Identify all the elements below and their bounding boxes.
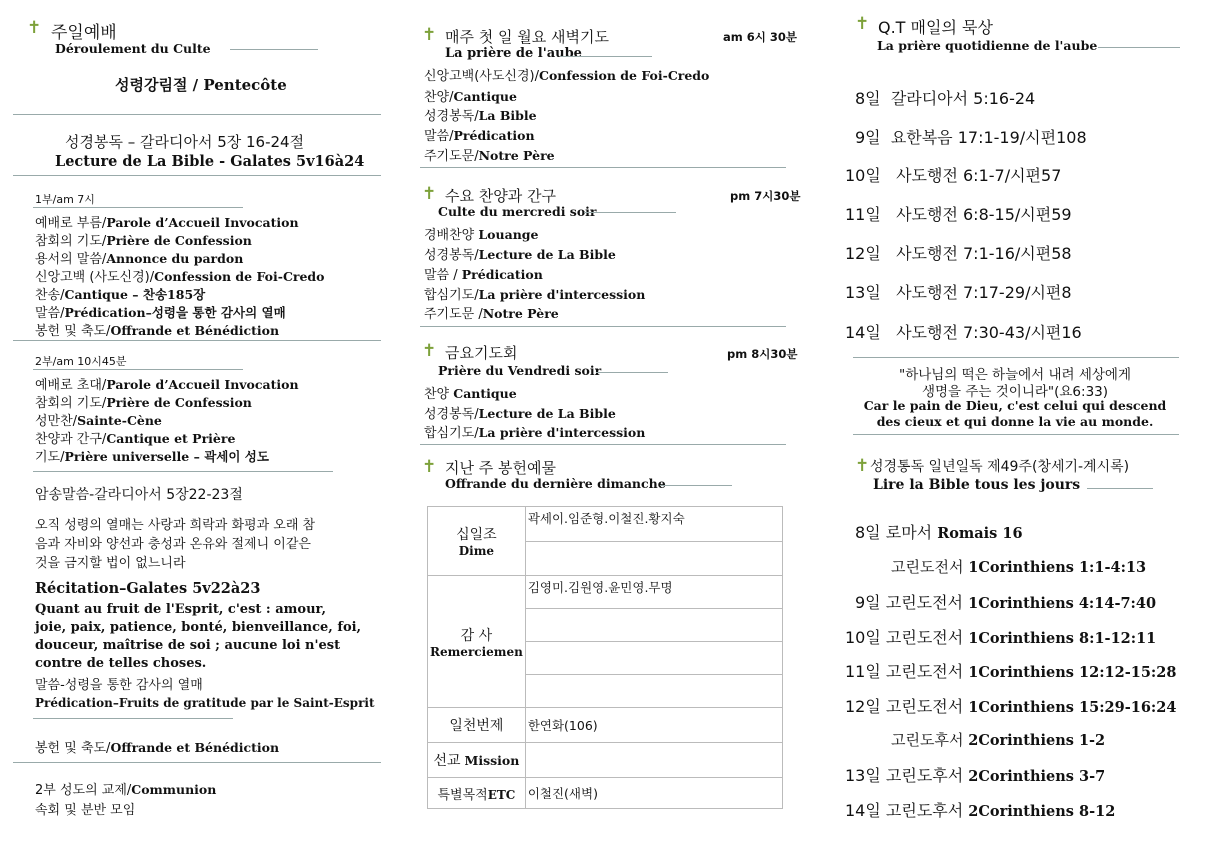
recitation-line: Quant au fruit de l'Esprit, c'est : amour, — [35, 602, 326, 617]
list-item: 9일 고린도전서 1Corinthiens 4:14-7:40 — [855, 593, 1157, 612]
list-item: 14일 사도행전 7:30-43/시편16 — [845, 323, 1082, 342]
onethousand-label: 일천번제 — [428, 708, 526, 743]
list-item: 합심기도/La prière d'intercession — [424, 287, 646, 303]
dawn-title: 매주 첫 일 월요 새벽기도 — [445, 28, 609, 46]
list-item: 11일 사도행전 6:8-15/시편59 — [845, 205, 1072, 224]
friday-title: 금요기도회 — [445, 344, 518, 362]
feast-name: 성령강림절 / Pentecôte — [115, 76, 287, 94]
table-row — [428, 576, 783, 609]
tithe-names: 곽세이.임준형.이철진.황지숙 — [525, 507, 782, 542]
table-row — [428, 778, 783, 809]
verse-ko-line: 생명을 주는 것이니라"(요6:33) — [921, 384, 1109, 400]
offering-table — [427, 506, 783, 809]
sermon-ko: 말씀-성령을 통한 감사의 열매 — [35, 678, 203, 693]
reading-plan-title: 성경통독 일년일독 제49주(창세기-계시록) — [870, 459, 1130, 475]
list-item: 신앙고백(사도신경)/Confession de Foi-Credo — [424, 68, 710, 84]
list-item: 13일 사도행전 7:17-29/시편8 — [845, 283, 1072, 302]
list-item: 신앙고백 (사도신경)/Confession de Foi-Credo — [35, 269, 325, 285]
list-item: 14일 고린도후서 2Corinthiens 8-12 — [845, 801, 1116, 820]
table-row — [428, 507, 783, 542]
cell-meeting: 속회 및 분반 모임 — [35, 803, 136, 818]
list-item: 10일 고린도전서 1Corinthiens 8:1-12:11 — [845, 628, 1157, 647]
cross-icon: ✝ — [27, 18, 42, 38]
verse-ko-line: "하나님의 떡은 하늘에서 내려 세상에게 — [898, 367, 1132, 383]
service1-time: 1부/am 7시 — [35, 193, 95, 206]
offering-fr: Offrande du dernière dimanche — [445, 476, 666, 491]
list-item: 합심기도/La prière d'intercession — [424, 425, 646, 441]
cross-icon: ✝ — [855, 14, 870, 34]
list-item: 8일 로마서 Romais 16 — [855, 523, 1023, 542]
list-item: 예배로 부름/Parole d’Accueil Invocation — [35, 215, 299, 231]
list-item: 봉헌 및 축도/Offrande et Bénédiction — [35, 323, 280, 339]
list-item: 찬양 Cantique — [424, 386, 517, 402]
recitation-line: douceur, maîtrise de soi ; aucune loi n'est — [35, 638, 341, 653]
verse-fr-line: Car le pain de Dieu, c'est celui qui descend — [863, 398, 1167, 413]
sermon-fr: Prédication–Fruits de gratitude par le Saint-Esprit — [35, 696, 375, 710]
qt-title: Q.T 매일의 묵상 — [878, 18, 993, 37]
qt-fr: La prière quotidienne de l'aube — [877, 38, 1098, 53]
service2-time: 2부/am 10시45분 — [35, 355, 127, 368]
list-item: 고린도후서 2Corinthiens 1-2 — [891, 731, 1106, 749]
list-item: 말씀/Prédication–성령을 통한 감사의 열매 — [35, 305, 286, 321]
thanks-label: 감 사 Remerciemen — [428, 576, 526, 708]
list-item: 찬양과 간구/Cantique et Prière — [35, 431, 236, 447]
memory-line: 오직 성령의 열매는 사랑과 희락과 화평과 오래 참 — [35, 518, 316, 533]
verse-fr-line: des cieux et qui donne la vie au monde. — [876, 414, 1154, 429]
table-row — [428, 708, 783, 743]
list-item: 말씀 / Prédication — [424, 267, 543, 283]
dawn-fr: La prière de l'aube — [445, 46, 582, 61]
list-item: 성만찬/Sainte-Cène — [35, 413, 162, 429]
sunday-worship-heading-fr: Déroulement du Culte — [55, 41, 211, 56]
list-item: 말씀/Prédication — [424, 128, 535, 144]
mission-label: 선교 Mission — [428, 743, 526, 778]
wednesday-time: pm 7시30분 — [730, 189, 801, 203]
list-item: 경배찬양 Louange — [424, 227, 539, 243]
recitation-line: contre de telles choses. — [35, 656, 207, 671]
fellowship-line: 2부 성도의 교제/Communion — [35, 782, 217, 798]
list-item: 13일 고린도후서 2Corinthiens 3-7 — [845, 766, 1106, 785]
cross-icon: ✝ — [422, 184, 437, 204]
special-names: 이철진(새벽) — [525, 778, 782, 809]
list-item: 성경봉독/La Bible — [424, 108, 537, 124]
list-item: 참회의 기도/Prière de Confession — [35, 233, 252, 249]
reading-ko: 성경봉독 – 갈라디아서 5장 16-24절 — [65, 133, 305, 151]
memory-line: 음과 자비와 양선과 충성과 온유와 절제니 이같은 — [35, 537, 311, 552]
offering-line: 봉헌 및 축도/Offrande et Bénédiction — [35, 740, 280, 756]
special-label: 특별목적ETC — [428, 778, 526, 809]
list-item: 12일 고린도전서 1Corinthiens 15:29-16:24 — [845, 697, 1177, 716]
reading-plan-fr: Lire la Bible tous les jours — [873, 477, 1081, 493]
friday-fr: Prière du Vendredi soir — [438, 363, 602, 378]
recitation-title: Récitation–Galates 5v22à23 — [35, 580, 261, 597]
wednesday-fr: Culte du mercredi soir — [438, 204, 597, 219]
memory-verse-title: 암송말씀-갈라디아서 5장22-23절 — [35, 487, 243, 503]
list-item: 용서의 말씀/Annonce du pardon — [35, 251, 244, 267]
list-item: 주기도문 /Notre Père — [424, 306, 559, 322]
onethousand-names: 한연화(106) — [525, 708, 782, 743]
dawn-time: am 6시 30분 — [723, 30, 797, 44]
list-item: 참회의 기도/Prière de Confession — [35, 395, 252, 411]
friday-time: pm 8시30분 — [727, 347, 798, 361]
list-item: 찬양/Cantique — [424, 89, 517, 105]
list-item: 주기도문/Notre Père — [424, 148, 555, 164]
wednesday-title: 수요 찬양과 간구 — [445, 187, 556, 205]
thanks-names: 김영미.김원영.윤민영.무명 — [525, 576, 782, 609]
table-row — [428, 743, 783, 778]
list-item: 고린도전서 1Corinthiens 1:1-4:13 — [891, 558, 1147, 576]
cross-icon: ✝ — [855, 456, 870, 476]
list-item: 기도/Prière universelle – 곽세이 성도 — [35, 449, 269, 465]
list-item: 예배로 초대/Parole d’Accueil Invocation — [35, 377, 299, 393]
list-item: 8일 갈라디아서 5:16-24 — [855, 89, 1036, 108]
cross-icon: ✝ — [422, 341, 437, 361]
list-item: 10일 사도행전 6:1-7/시편57 — [845, 166, 1062, 185]
list-item: 12일 사도행전 7:1-16/시편58 — [845, 244, 1072, 263]
tithe-label: 십일조 Dime — [428, 507, 526, 576]
offering-title: 지난 주 봉헌예물 — [445, 459, 556, 477]
list-item: 성경봉독/Lecture de La Bible — [424, 406, 616, 422]
cross-icon: ✝ — [422, 457, 437, 477]
memory-line: 것을 금지할 법이 없느니라 — [35, 556, 186, 571]
list-item: 9일 요한복음 17:1-19/시편108 — [855, 128, 1087, 147]
list-item: 찬송/Cantique – 찬송185장 — [35, 287, 206, 303]
list-item: 성경봉독/Lecture de La Bible — [424, 247, 616, 263]
reading-fr: Lecture de La Bible - Galates 5v16à24 — [55, 153, 365, 170]
cross-icon: ✝ — [422, 25, 437, 45]
recitation-line: joie, paix, patience, bonté, bienveillance, foi, — [35, 620, 362, 635]
list-item: 11일 고린도전서 1Corinthiens 12:12-15:28 — [845, 662, 1177, 681]
sunday-worship-heading: 주일예배 — [51, 23, 117, 43]
